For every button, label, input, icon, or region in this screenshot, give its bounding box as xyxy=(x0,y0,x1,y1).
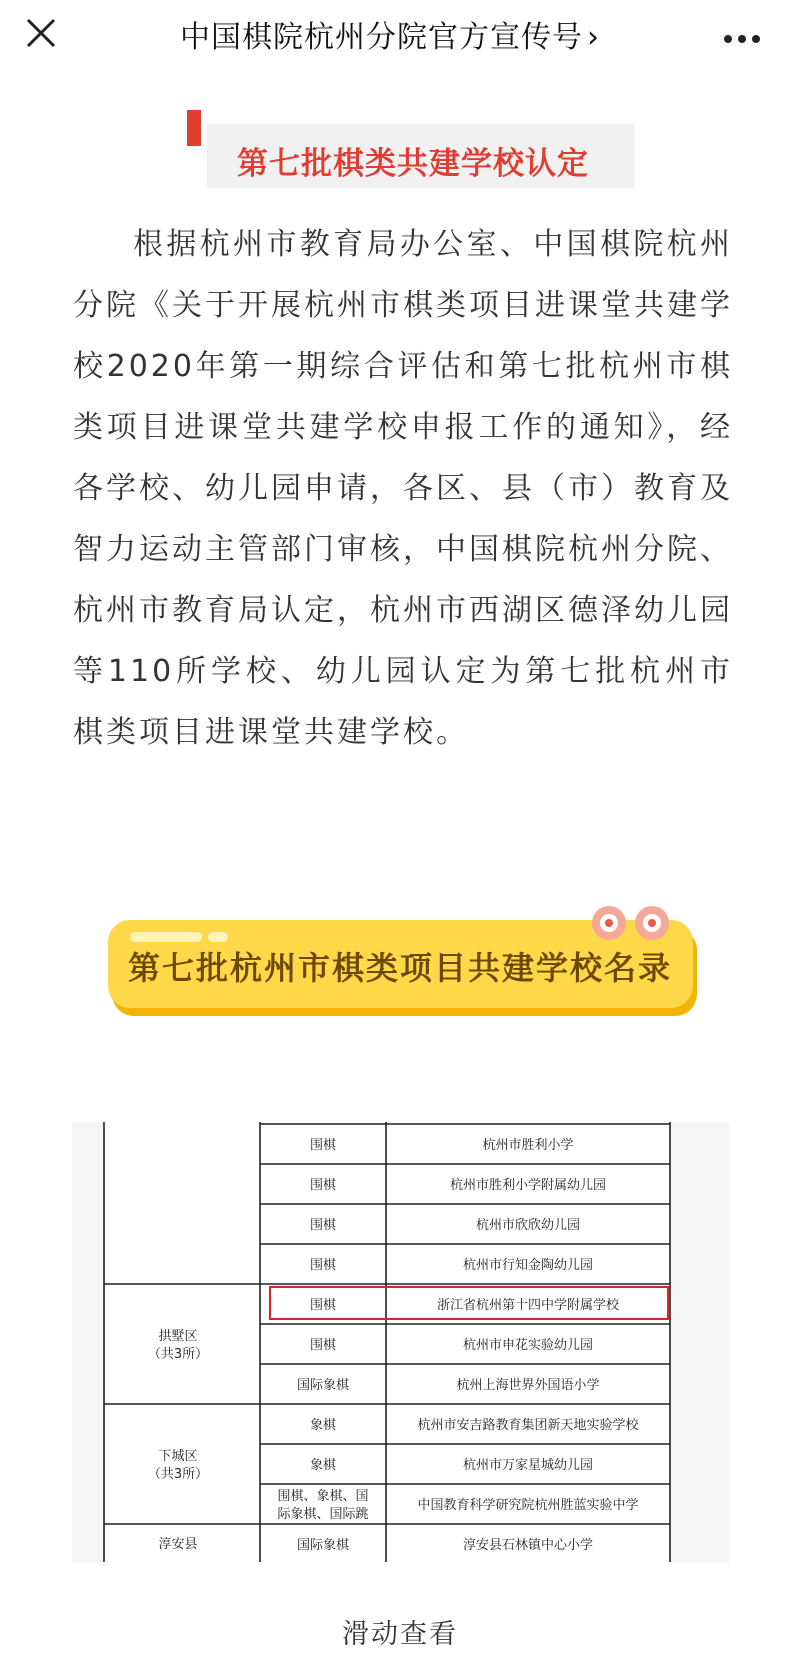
heading-text: 第七批棋类共建学校认定 xyxy=(237,146,589,182)
school-cell: 杭州市欣欣幼儿园 xyxy=(475,1218,581,1233)
article-paragraph xyxy=(73,214,733,763)
type-cell: 围棋 xyxy=(309,1218,337,1233)
school-cell: 杭州市胜利小学 xyxy=(482,1138,574,1153)
school-cell: 中国教育科学研究院杭州胜蓝实验中学 xyxy=(417,1498,639,1513)
scroll-hint: 滑动查看 xyxy=(342,1619,458,1650)
type-cell: 围棋 xyxy=(309,1178,337,1193)
heading-accent-bar xyxy=(187,110,201,146)
account-title-text[interactable]: 中国棋院杭州分院官方宣传号 xyxy=(180,20,583,55)
district-cell: 下城区 xyxy=(158,1449,198,1464)
list-banner xyxy=(108,920,693,1016)
type-cell: 围棋 xyxy=(309,1258,337,1273)
close-button[interactable] xyxy=(22,14,62,54)
district-count: （共3所） xyxy=(147,1467,209,1482)
type-cell: 国际象棋 xyxy=(296,1378,350,1393)
type-cell: 围棋 xyxy=(309,1298,337,1313)
school-cell: 杭州市万家星城幼儿园 xyxy=(462,1458,594,1473)
banner-decoration xyxy=(130,932,202,942)
school-cell: 淳安县石林镇中心小学 xyxy=(462,1538,594,1553)
banner-decoration xyxy=(208,932,228,942)
school-cell: 杭州市安吉路教育集团新天地实验学校 xyxy=(417,1418,639,1433)
chevron-right-icon: › xyxy=(587,20,600,55)
type-cell: 围棋 xyxy=(309,1138,337,1153)
heading-box xyxy=(207,124,635,188)
paragraph-text: 根据杭州市教育局办公室、中国棋院杭州分院《关于开展杭州市棋类项目进课堂共建学校2020年第一期综合评估和第七批杭州市棋类项目进课堂共建学校申报工作的通知》，经各学校、幼儿园申请，各区、县（市）教育及智力运动主管部门审核，中国棋院杭州分院、杭州市教育局认定，杭州市西湖区德泽幼儿园等110所学校、幼儿园认定为第七批杭州市棋类项目进课堂共建学校。 xyxy=(73,227,733,750)
school-list-table[interactable] xyxy=(72,1122,730,1562)
more-button[interactable] xyxy=(724,28,770,40)
district-cell: 拱墅区 xyxy=(158,1329,198,1344)
school-cell: 杭州市申花实验幼儿园 xyxy=(462,1338,594,1353)
type-cell: 象棋 xyxy=(309,1418,337,1433)
ring-decoration-icon xyxy=(635,906,669,940)
type-cell: 围棋、象棋、国 xyxy=(277,1489,369,1504)
section-heading xyxy=(187,110,637,188)
district-cell: 淳安县 xyxy=(158,1537,198,1552)
type-cell: 际象棋、国际跳 xyxy=(277,1507,369,1522)
table-image xyxy=(72,1122,730,1562)
top-bar xyxy=(0,0,800,68)
type-cell: 国际象棋 xyxy=(296,1538,350,1553)
ring-decoration-icon xyxy=(592,906,626,940)
banner-title: 第七批杭州市棋类项目共建学校名录 xyxy=(128,949,673,987)
type-cell: 象棋 xyxy=(309,1458,337,1473)
school-cell: 浙江省杭州第十四中学附属学校 xyxy=(436,1298,620,1313)
district-count: （共3所） xyxy=(147,1347,209,1362)
school-cell: 杭州市胜利小学附属幼儿园 xyxy=(449,1178,607,1193)
school-cell: 杭州上海世界外国语小学 xyxy=(456,1378,600,1393)
account-title[interactable] xyxy=(180,12,600,56)
school-cell: 杭州市行知金陶幼儿园 xyxy=(462,1258,594,1273)
close-icon xyxy=(22,14,62,54)
type-cell: 围棋 xyxy=(309,1338,337,1353)
more-icon xyxy=(724,35,732,43)
